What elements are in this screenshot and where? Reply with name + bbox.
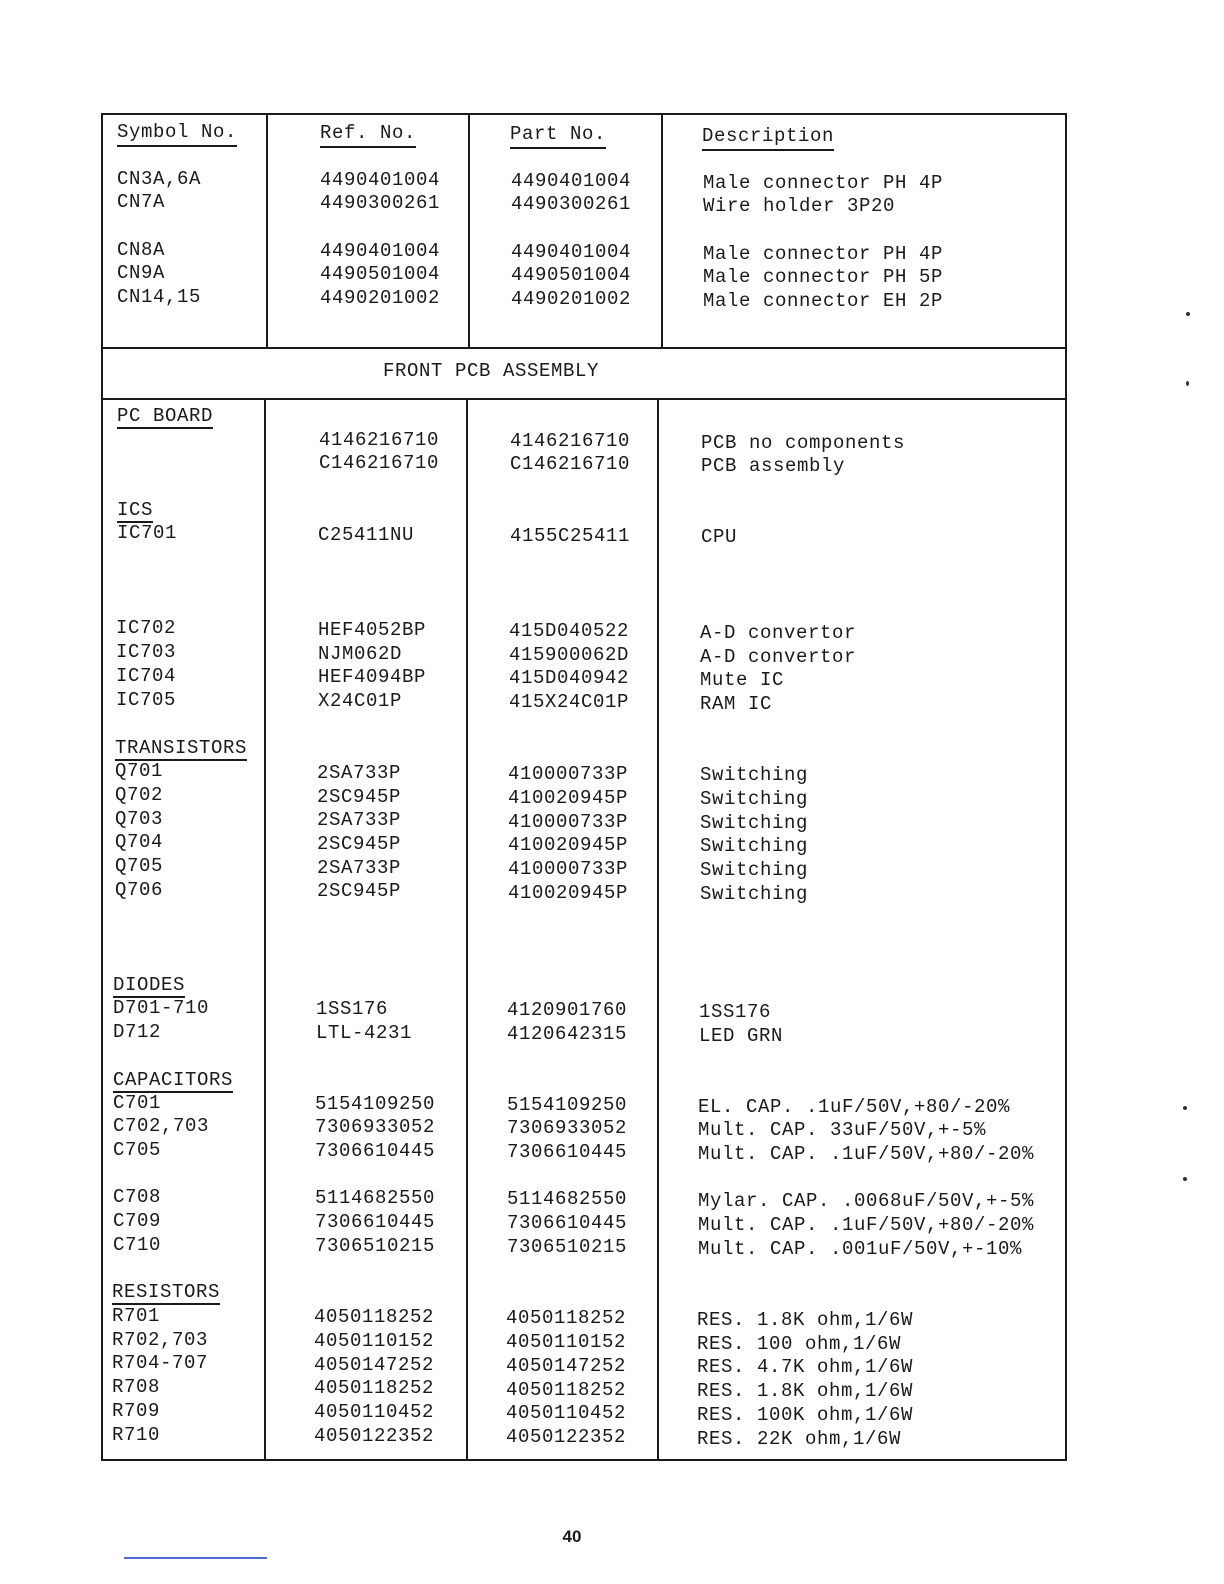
part-cell: 4490401004	[511, 170, 632, 192]
ref-cell: HEF4094BP	[318, 666, 427, 688]
ref-cell: 5154109250	[315, 1093, 436, 1115]
part-cell: 4050122352	[506, 1426, 627, 1448]
desc-cell: LED GRN	[699, 1025, 784, 1047]
symbol-cell: R702,703	[112, 1329, 209, 1351]
scan-speck	[1186, 312, 1190, 316]
desc-cell: RES. 1.8K ohm,1/6W	[697, 1380, 914, 1402]
part-cell: 415900062D	[509, 644, 630, 666]
ref-cell: 4050147252	[314, 1354, 435, 1376]
ref-cell: 4050118252	[314, 1377, 435, 1399]
part-cell: 4490401004	[511, 241, 632, 263]
ref-cell: NJM062D	[318, 643, 403, 665]
ref-cell: 4490201002	[320, 287, 441, 309]
symbol-cell: IC704	[116, 665, 177, 687]
part-cell: 4490501004	[511, 264, 632, 286]
ref-cell: X24C01P	[318, 690, 403, 712]
section-heading-ics	[117, 499, 153, 521]
symbol-cell: C708	[113, 1186, 162, 1208]
desc-cell: RES. 100K ohm,1/6W	[697, 1404, 914, 1426]
desc-cell: RES. 1.8K ohm,1/6W	[697, 1309, 914, 1331]
ref-cell: LTL-4231	[316, 1022, 413, 1044]
symbol-cell: Q703	[115, 808, 164, 830]
section-heading-pc-board	[117, 405, 213, 427]
desc-cell: Mylar. CAP. .0068uF/50V,+-5%	[698, 1190, 1035, 1212]
symbol-cell: R708	[112, 1376, 161, 1398]
col-divider-2-top	[468, 113, 470, 349]
ref-cell: 5114682550	[315, 1187, 436, 1209]
ref-cell: 7306933052	[315, 1116, 436, 1138]
desc-cell: Switching	[700, 883, 809, 905]
ref-cell: 4050122352	[314, 1425, 435, 1447]
section-heading-resistors	[112, 1281, 220, 1303]
symbol-cell: CN7A	[117, 191, 166, 213]
symbol-cell: Q704	[115, 831, 164, 853]
desc-cell: Switching	[700, 859, 809, 881]
symbol-cell: IC702	[116, 617, 177, 639]
symbol-cell: CN14,15	[117, 286, 202, 308]
ref-cell: 7306510215	[315, 1235, 436, 1257]
section-heading-label: PC BOARD	[117, 405, 214, 427]
symbol-cell: CN9A	[117, 262, 166, 284]
desc-cell: Male connector PH 5P	[703, 266, 944, 288]
symbol-cell: R709	[112, 1400, 161, 1422]
desc-cell: Mult. CAP. 33uF/50V,+-5%	[698, 1119, 987, 1141]
symbol-cell: R710	[112, 1424, 161, 1446]
ref-cell: 4490300261	[320, 192, 441, 214]
col-divider-2-bottom	[466, 398, 468, 1461]
ref-cell: 2SA733P	[317, 857, 402, 879]
desc-cell: Mute IC	[700, 669, 785, 691]
header-ref-no: Ref. No.	[320, 122, 416, 148]
symbol-cell: Q705	[115, 855, 164, 877]
desc-cell: Switching	[700, 764, 809, 786]
header-description: Description	[702, 125, 834, 151]
ref-cell: 4050118252	[314, 1306, 435, 1328]
scan-speck	[1186, 381, 1189, 386]
ref-cell: 2SC945P	[317, 833, 402, 855]
part-cell: 4050110152	[506, 1331, 627, 1353]
desc-cell: Switching	[700, 835, 809, 857]
ref-cell: 7306610445	[315, 1211, 436, 1233]
desc-cell: 1SS176	[699, 1001, 772, 1023]
desc-cell: Mult. CAP. .1uF/50V,+80/-20%	[698, 1143, 1035, 1165]
header-symbol-no: Symbol No.	[117, 121, 237, 147]
part-cell: 7306610445	[507, 1212, 628, 1234]
ref-cell: 4490501004	[320, 263, 441, 285]
symbol-cell: IC705	[116, 689, 177, 711]
desc-cell: PCB no components	[701, 432, 906, 454]
symbol-cell: CN3A,6A	[117, 168, 202, 190]
part-cell: 4490201002	[511, 288, 632, 310]
section-title: FRONT PCB ASSEMBLY	[382, 360, 600, 382]
part-cell: 4050110452	[506, 1402, 627, 1424]
section-banner	[101, 350, 1067, 398]
part-cell: 410000733P	[508, 811, 629, 833]
part-cell: 4050147252	[506, 1355, 627, 1377]
symbol-cell: R704-707	[112, 1352, 209, 1374]
symbol-cell: C701	[113, 1092, 162, 1114]
section-heading-label: CAPACITORS	[113, 1069, 234, 1091]
symbol-cell: D712	[113, 1021, 162, 1043]
ref-cell: 2SA733P	[317, 762, 402, 784]
desc-cell: RES. 22K ohm,1/6W	[697, 1428, 902, 1450]
symbol-cell: C702,703	[113, 1115, 210, 1137]
part-cell: 4146216710	[510, 430, 631, 452]
desc-cell: RAM IC	[700, 693, 773, 715]
part-cell: 410020945P	[508, 834, 629, 856]
desc-cell: A-D convertor	[700, 646, 857, 668]
symbol-cell: CN8A	[117, 239, 166, 261]
desc-cell: EL. CAP. .1uF/50V,+80/-20%	[698, 1096, 1011, 1118]
scan-speck	[1183, 1106, 1187, 1110]
desc-cell: Switching	[700, 788, 809, 810]
ref-cell: C25411NU	[318, 524, 415, 546]
part-cell: 5154109250	[507, 1094, 628, 1116]
ref-cell: 4050110452	[314, 1401, 435, 1423]
part-cell: 4050118252	[506, 1307, 627, 1329]
col-divider-1-bottom	[264, 398, 266, 1461]
symbol-cell: C705	[113, 1139, 162, 1161]
part-cell: 4050118252	[506, 1379, 627, 1401]
section-heading-label: TRANSISTORS	[115, 737, 248, 759]
ref-cell: 4050110152	[314, 1330, 435, 1352]
symbol-cell: Q702	[115, 784, 164, 806]
desc-cell: CPU	[701, 526, 738, 548]
footer-rule	[124, 1557, 267, 1559]
symbol-cell: C709	[113, 1210, 162, 1232]
desc-cell: Male connector EH 2P	[703, 290, 944, 312]
symbol-cell: C710	[113, 1234, 162, 1256]
rule-above-section-banner	[101, 347, 1067, 349]
desc-cell: Wire holder 3P20	[703, 195, 896, 217]
col-divider-3-top	[661, 113, 663, 349]
part-cell: 415X24C01P	[509, 691, 630, 713]
part-cell: 4490300261	[511, 193, 632, 215]
section-heading-diodes	[113, 974, 185, 996]
section-heading-label: DIODES	[113, 974, 186, 996]
header-part-no: Part No.	[510, 123, 606, 149]
symbol-cell: R701	[112, 1305, 161, 1327]
symbol-cell: IC703	[116, 641, 177, 663]
ref-cell: 2SC945P	[317, 880, 402, 902]
ref-cell: 7306610445	[315, 1140, 436, 1162]
part-cell: 415D040942	[509, 667, 630, 689]
desc-cell: Switching	[700, 812, 809, 834]
scan-speck	[1183, 1177, 1187, 1181]
ref-cell: 4146216710	[319, 429, 440, 451]
desc-cell: RES. 100 ohm,1/6W	[697, 1333, 902, 1355]
col-divider-1-top	[266, 113, 268, 349]
desc-cell: Male connector PH 4P	[703, 243, 944, 265]
desc-cell: Mult. CAP. .1uF/50V,+80/-20%	[698, 1214, 1035, 1236]
section-heading-label: ICS	[117, 499, 154, 521]
desc-cell: Mult. CAP. .001uF/50V,+-10%	[698, 1238, 1023, 1260]
part-cell: 410020945P	[508, 787, 629, 809]
part-cell: 415D040522	[509, 620, 630, 642]
ref-cell: 1SS176	[316, 998, 389, 1020]
desc-cell: A-D convertor	[700, 622, 857, 644]
ref-cell: 2SC945P	[317, 786, 402, 808]
section-heading-capacitors	[113, 1069, 233, 1091]
part-cell: C146216710	[510, 453, 631, 475]
ref-cell: HEF4052BP	[318, 619, 427, 641]
desc-cell: PCB assembly	[701, 455, 846, 477]
part-cell: 7306510215	[507, 1236, 628, 1258]
ref-cell: 4490401004	[320, 169, 441, 191]
symbol-cell: IC701	[117, 522, 178, 544]
desc-cell: Male connector PH 4P	[703, 172, 944, 194]
section-heading-transistors	[115, 737, 247, 759]
ref-cell: C146216710	[319, 452, 440, 474]
part-cell: 4155C25411	[510, 525, 631, 547]
part-cell: 5114682550	[507, 1188, 628, 1210]
ref-cell: 4490401004	[320, 240, 441, 262]
part-cell: 410020945P	[508, 882, 629, 904]
symbol-cell: D701-710	[113, 997, 210, 1019]
part-cell: 4120901760	[507, 999, 628, 1021]
part-cell: 4120642315	[507, 1023, 628, 1045]
rule-below-section-banner	[101, 398, 1067, 400]
part-cell: 410000733P	[508, 763, 629, 785]
part-cell: 7306933052	[507, 1117, 628, 1139]
ref-cell: 2SA733P	[317, 809, 402, 831]
part-cell: 7306610445	[507, 1141, 628, 1163]
symbol-cell: Q706	[115, 879, 164, 901]
section-heading-label: RESISTORS	[112, 1281, 221, 1303]
symbol-cell: Q701	[115, 760, 164, 782]
desc-cell: RES. 4.7K ohm,1/6W	[697, 1356, 914, 1378]
page-number: 40	[562, 1527, 582, 1546]
col-divider-3-bottom	[657, 398, 659, 1461]
part-cell: 410000733P	[508, 858, 629, 880]
